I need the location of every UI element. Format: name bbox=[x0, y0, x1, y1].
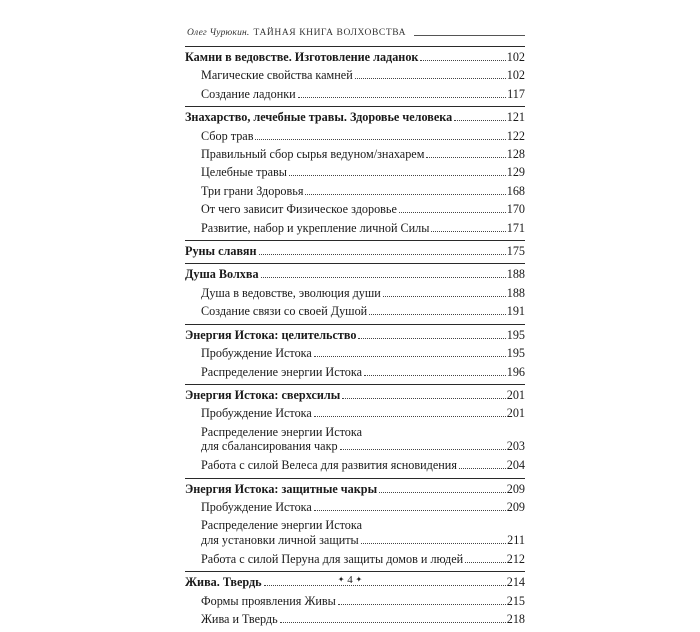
header-book-title: ТАЙНАЯ КНИГА ВОЛХОВСТВА bbox=[253, 28, 407, 38]
subsection-title: Развитие, набор и укрепление личной Силы bbox=[201, 220, 430, 235]
subsection-title-line1: Распределение энергии Истока bbox=[201, 424, 363, 439]
toc-chapter-entry[interactable] bbox=[185, 265, 525, 283]
header-author: Олег Чурюкин. bbox=[187, 28, 250, 38]
toc-chapter-entry[interactable] bbox=[185, 386, 525, 404]
toc-section bbox=[185, 263, 525, 323]
subsection-title: Создание ладонки bbox=[201, 86, 296, 101]
leader-dots bbox=[314, 416, 506, 417]
toc-section bbox=[185, 46, 525, 106]
page-number bbox=[175, 574, 525, 586]
table-of-contents bbox=[185, 46, 525, 632]
toc-subsection-entry[interactable] bbox=[185, 284, 525, 302]
subsection-page-number: 170 bbox=[506, 202, 525, 217]
toc-subsection-entry[interactable] bbox=[185, 518, 525, 548]
subsection-page-number: 128 bbox=[506, 147, 525, 162]
subsection-title: Пробуждение Истока bbox=[201, 500, 312, 515]
leader-dots bbox=[361, 543, 506, 544]
toc-chapter-entry[interactable] bbox=[185, 480, 525, 498]
toc-subsection-entry[interactable] bbox=[185, 344, 525, 362]
subsection-page-number: 117 bbox=[507, 86, 525, 101]
subsection-page-number: 122 bbox=[506, 128, 525, 143]
book-page bbox=[175, 14, 525, 627]
toc-chapter-entry[interactable] bbox=[185, 326, 525, 344]
header-rule bbox=[414, 35, 525, 36]
subsection-page-number: 204 bbox=[506, 458, 525, 473]
toc-subsection-entry[interactable] bbox=[185, 145, 525, 163]
leader-dots bbox=[465, 562, 506, 563]
subsection-title: Правильный сбор сырья ведуном/знахарем bbox=[201, 147, 425, 162]
chapter-page-number: 195 bbox=[506, 327, 525, 342]
subsection-page-number: 203 bbox=[506, 439, 525, 454]
chapter-title: Жива. Твердь bbox=[185, 575, 262, 590]
chapter-title: Энергия Истока: целительство bbox=[185, 327, 357, 342]
toc-subsection-entry[interactable] bbox=[185, 66, 525, 84]
chapter-title: Знахарство, лечебные травы. Здоровье человека bbox=[185, 110, 453, 125]
folio-ornament-left: ✦ bbox=[337, 575, 345, 584]
leader-dots bbox=[420, 60, 505, 61]
leader-dots bbox=[364, 375, 506, 376]
subsection-title: Пробуждение Истока bbox=[201, 406, 312, 421]
subsection-title-line1: Распределение энергии Истока bbox=[201, 518, 363, 533]
toc-subsection-entry[interactable] bbox=[185, 456, 525, 474]
toc-section bbox=[185, 240, 525, 263]
leader-dots bbox=[358, 338, 505, 339]
toc-chapter-entry[interactable] bbox=[185, 108, 525, 126]
folio-number: 4 bbox=[347, 574, 353, 586]
toc-subsection-entry[interactable] bbox=[185, 182, 525, 200]
subsection-title: Работа с силой Велеса для развития ясновидения bbox=[201, 458, 457, 473]
toc-subsection-entry[interactable] bbox=[185, 127, 525, 145]
leader-dots bbox=[314, 356, 506, 357]
subsection-page-number: 129 bbox=[506, 165, 525, 180]
leader-dots bbox=[431, 231, 505, 232]
toc-subsection-entry[interactable] bbox=[185, 425, 525, 455]
chapter-title: Камни в ведовстве. Изготовление ладанок bbox=[185, 50, 419, 64]
chapter-page-number: 175 bbox=[506, 244, 525, 259]
leader-dots bbox=[454, 120, 505, 121]
leader-dots bbox=[305, 194, 505, 195]
chapter-title: Руны славян bbox=[185, 244, 257, 259]
chapter-page-number: 214 bbox=[506, 575, 525, 590]
subsection-title: Жива и Твердь bbox=[201, 612, 278, 627]
subsection-title: Три грани Здоровья bbox=[201, 183, 304, 198]
chapter-page-number: 201 bbox=[506, 387, 525, 402]
subsection-page-number: 188 bbox=[506, 285, 525, 300]
subsection-title: Магические свойства камней bbox=[201, 68, 353, 83]
leader-dots bbox=[459, 468, 506, 469]
leader-dots bbox=[426, 157, 505, 158]
toc-subsection-entry[interactable] bbox=[185, 219, 525, 237]
leader-dots bbox=[261, 277, 506, 278]
chapter-title: Энергия Истока: защитные чакры bbox=[185, 481, 378, 496]
leader-dots bbox=[289, 175, 506, 176]
leader-dots bbox=[355, 78, 506, 79]
toc-subsection-entry[interactable] bbox=[185, 592, 525, 610]
folio-ornament-right: ✦ bbox=[355, 575, 363, 584]
subsection-page-number: 218 bbox=[506, 612, 525, 627]
toc-subsection-entry[interactable] bbox=[185, 363, 525, 381]
subsection-title: От чего зависит Физическое здоровье bbox=[201, 202, 397, 217]
subsection-page-number: 196 bbox=[506, 364, 525, 379]
toc-subsection-entry[interactable] bbox=[185, 404, 525, 422]
subsection-page-number: 209 bbox=[506, 500, 525, 515]
toc-chapter-entry[interactable] bbox=[185, 242, 525, 260]
toc-section bbox=[185, 384, 525, 478]
subsection-title-line2: для установки личной защиты bbox=[201, 532, 359, 547]
leader-dots bbox=[259, 254, 506, 255]
running-header bbox=[187, 24, 525, 42]
leader-dots bbox=[255, 139, 505, 140]
leader-dots bbox=[369, 314, 506, 315]
subsection-page-number: 195 bbox=[506, 346, 525, 361]
chapter-title: Энергия Истока: сверхсилы bbox=[185, 387, 341, 402]
leader-dots bbox=[314, 510, 506, 511]
subsection-title: Сбор трав bbox=[201, 128, 254, 143]
subsection-page-number: 168 bbox=[506, 183, 525, 198]
subsection-title: Формы проявления Живы bbox=[201, 593, 336, 608]
subsection-title-line2: для сбалансирования чакр bbox=[201, 439, 338, 454]
subsection-title: Создание связи со своей Душой bbox=[201, 304, 368, 319]
chapter-page-number: 121 bbox=[506, 110, 525, 125]
chapter-page-number: 209 bbox=[506, 481, 525, 496]
subsection-page-number: 191 bbox=[506, 304, 525, 319]
subsection-page-number: 211 bbox=[507, 532, 525, 547]
toc-subsection-entry[interactable] bbox=[185, 610, 525, 628]
toc-subsection-entry[interactable] bbox=[185, 550, 525, 568]
leader-dots bbox=[399, 212, 506, 213]
subsection-title: Работа с силой Перуна для защиты домов и людей bbox=[201, 551, 464, 566]
subsection-title: Пробуждение Истока bbox=[201, 346, 312, 361]
leader-dots bbox=[342, 398, 505, 399]
toc-subsection-entry[interactable] bbox=[185, 302, 525, 320]
subsection-page-number: 212 bbox=[506, 551, 525, 566]
toc-subsection-entry[interactable] bbox=[185, 200, 525, 218]
leader-dots bbox=[338, 604, 506, 605]
toc-chapter-entry[interactable] bbox=[185, 48, 525, 66]
toc-section bbox=[185, 324, 525, 384]
chapter-title: Душа Волхва bbox=[185, 267, 259, 282]
toc-subsection-entry[interactable] bbox=[185, 163, 525, 181]
subsection-title: Распределение энергии Истока bbox=[201, 364, 363, 379]
leader-dots bbox=[340, 449, 506, 450]
subsection-page-number: 171 bbox=[506, 220, 525, 235]
subsection-page-number: 215 bbox=[506, 593, 525, 608]
subsection-title: Целебные травы bbox=[201, 165, 287, 180]
leader-dots bbox=[379, 492, 506, 493]
chapter-page-number: 188 bbox=[506, 267, 525, 282]
toc-section bbox=[185, 106, 525, 240]
toc-subsection-entry[interactable] bbox=[185, 498, 525, 516]
leader-dots bbox=[298, 97, 506, 98]
leader-dots bbox=[383, 296, 506, 297]
chapter-page-number: 102 bbox=[506, 50, 525, 64]
subsection-page-number: 102 bbox=[506, 68, 525, 83]
toc-section bbox=[185, 478, 525, 572]
toc-subsection-entry[interactable] bbox=[185, 85, 525, 103]
subsection-page-number: 201 bbox=[506, 406, 525, 421]
subsection-title: Душа в ведовстве, эволюция души bbox=[201, 285, 381, 300]
leader-dots bbox=[280, 622, 506, 623]
